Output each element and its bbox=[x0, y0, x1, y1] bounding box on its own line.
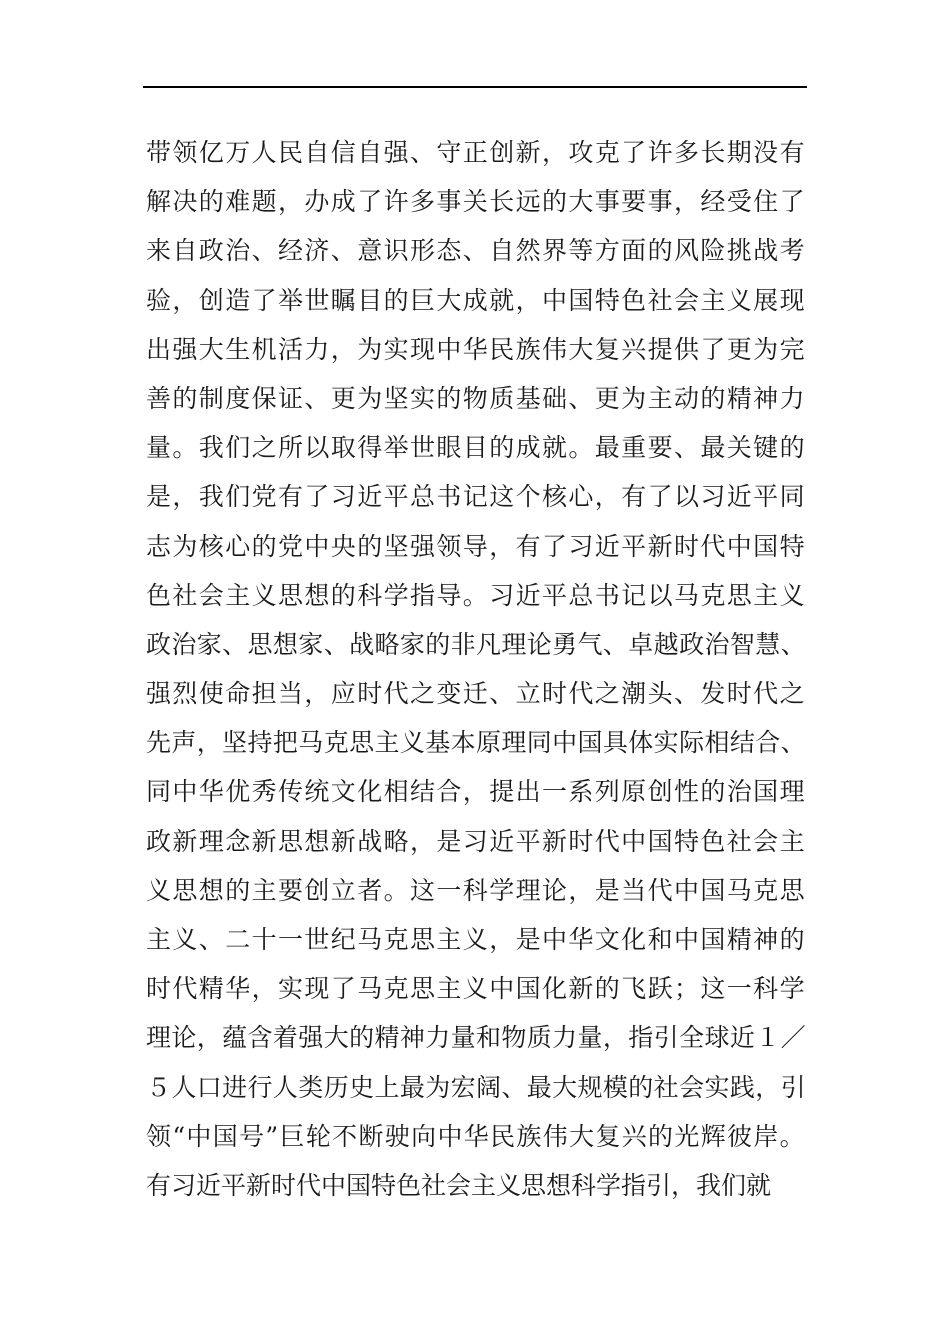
text-line: 善的制度保证、更为坚实的物质基础、更为主动的精神力 bbox=[146, 383, 806, 413]
text-line: 量。我们之所以取得举世眼目的成就。最重要、最关键的 bbox=[146, 433, 806, 463]
body-paragraph bbox=[146, 128, 806, 1210]
text-line: 出强大生机活力，为实现中华民族伟大复兴提供了更为完 bbox=[146, 334, 806, 364]
header-rule bbox=[143, 86, 807, 88]
text-line: 政新理念新思想新战略，是习近平新时代中国特色社会主 bbox=[146, 826, 806, 856]
text-line: 强烈使命担当，应时代之变迁、立时代之潮头、发时代之 bbox=[146, 679, 806, 709]
text-line: 解决的难题，办成了许多事关长远的大事要事，经受住了 bbox=[146, 187, 806, 217]
text-line: 理论，蕴含着强大的精神力量和物质力量，指引全球近１／ bbox=[146, 1023, 806, 1053]
text-line: 时代精华，实现了马克思主义中国化新的飞跃；这一科学 bbox=[146, 974, 806, 1004]
text-line: ５人口进行人类历史上最为宏阔、最大规模的社会实践，引 bbox=[146, 1072, 806, 1102]
text-line: 色社会主义思想的科学指导。习近平总书记以马克思主义 bbox=[146, 580, 806, 610]
text-line: 有习近平新时代中国特色社会主义思想科学指引，我们就 bbox=[146, 1170, 772, 1200]
text-line: 领“中国号”巨轮不断驶向中华民族伟大复兴的光辉彼岸。 bbox=[146, 1121, 806, 1151]
text-line: 验，创造了举世瞩目的巨大成就，中国特色社会主义展现 bbox=[146, 285, 806, 315]
text-line: 志为核心的党中央的坚强领导，有了习近平新时代中国特 bbox=[146, 531, 806, 561]
text-line: 带领亿万人民自信自强、守正创新，攻克了许多长期没有 bbox=[146, 138, 806, 167]
text-line: 是，我们党有了习近平总书记这个核心，有了以习近平同 bbox=[146, 482, 806, 512]
text-line: 义思想的主要创立者。这一科学理论，是当代中国马克思 bbox=[146, 875, 806, 905]
text-line: 政治家、思想家、战略家的非凡理论勇气、卓越政治智慧、 bbox=[146, 629, 806, 659]
text-line: 来自政治、经济、意识形态、自然界等方面的风险挑战考 bbox=[146, 236, 806, 266]
text-line: 先声，坚持把马克思主义基本原理同中国具体实际相结合、 bbox=[146, 728, 806, 758]
text-line: 主义、二十一世纪马克思主义，是中华文化和中国精神的 bbox=[146, 925, 806, 954]
text-line: 同中华优秀传统文化相结合，提出一系列原创性的治国理 bbox=[146, 777, 806, 807]
